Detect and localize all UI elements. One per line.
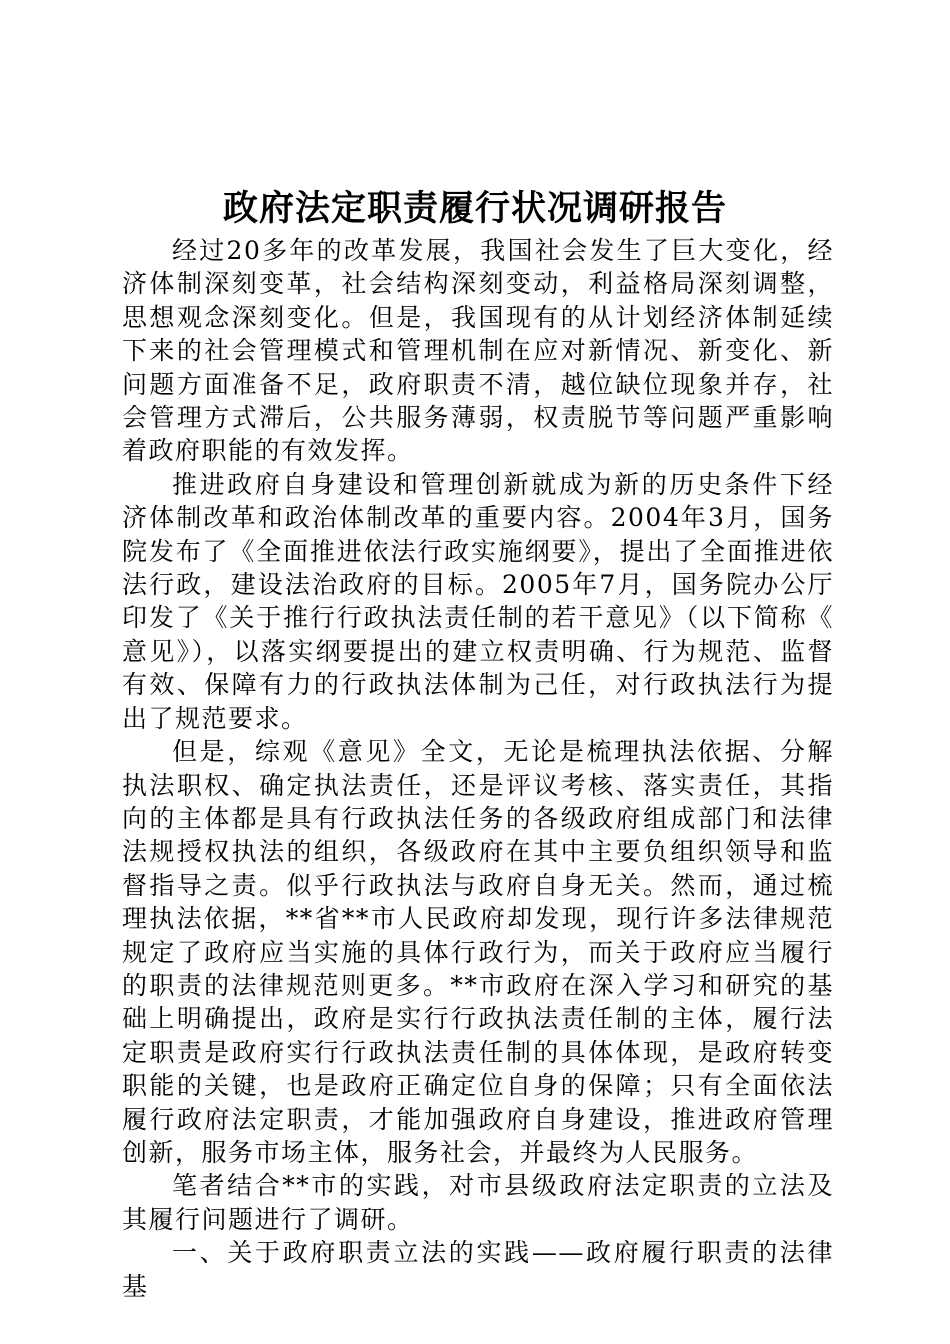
document-body — [122, 234, 834, 1303]
paragraph-3: 但是，综观《意见》全文，无论是梳理执法依据、分解执法职权、确定执法责任，还是评议考核、落实责任，其指向的主体都是具有行政执法任务的各级政府组成部门和法律法规授权执法的组织，各级政府在其中主要负组织领导和监督指导之责。似乎行政执法与政府自身无关。然而，通过梳理执法依据，**省**市人民政府却发现，现行许多法律规范规定了政府应当实施的具体行政行为，而关于政府应当履行的职责的法律规范则更多。**市政府在深入学习和研究的基础上明确提出，政府是实行行政执法责任制的主体，履行法定职责是政府实行行政执法责任制的具体体现，是政府转变职能的关键，也是政府正确定位自身的保障；只有全面依法履行政府法定职责，才能加强政府自身建设，推进政府管理创新，服务市场主体，服务社会，并最终为人民服务。 — [122, 737, 834, 1167]
paragraph-2: 推进政府自身建设和管理创新就成为新的历史条件下经济体制改革和政治体制改革的重要内容。2004年3月，国务院发布了《全面推进依法行政实施纲要》，提出了全面推进依法行政，建设法治政府的目标。2005年7月，国务院办公厅印发了《关于推行行政执法责任制的若干意见》（以下简称《意见》），以落实纲要提出的建立权责明确、行为规范、监督有效、保障有力的行政执法体制为己任，对行政执法行为提出了规范要求。 — [122, 469, 834, 733]
paragraph-1: 经过20多年的改革发展，我国社会发生了巨大变化，经济体制深刻变革，社会结构深刻变动，利益格局深刻调整，思想观念深刻变化。但是，我国现有的从计划经济体制延续下来的社会管理模式和管理机制在应对新情况、新变化、新问题方面准备不足，政府职责不清，越位缺位现象并存，社会管理方式滞后，公共服务薄弱，权责脱节等问题严重影响着政府职能的有效发挥。 — [122, 236, 834, 466]
paragraph-4: 笔者结合**市的实践，对市县级政府法定职责的立法及其履行问题进行了调研。 — [122, 1171, 834, 1234]
section-heading-1: 一、关于政府职责立法的实践——政府履行职责的法律基 — [122, 1238, 834, 1301]
document-title: 政府法定职责履行状况调研报告 — [222, 188, 727, 229]
